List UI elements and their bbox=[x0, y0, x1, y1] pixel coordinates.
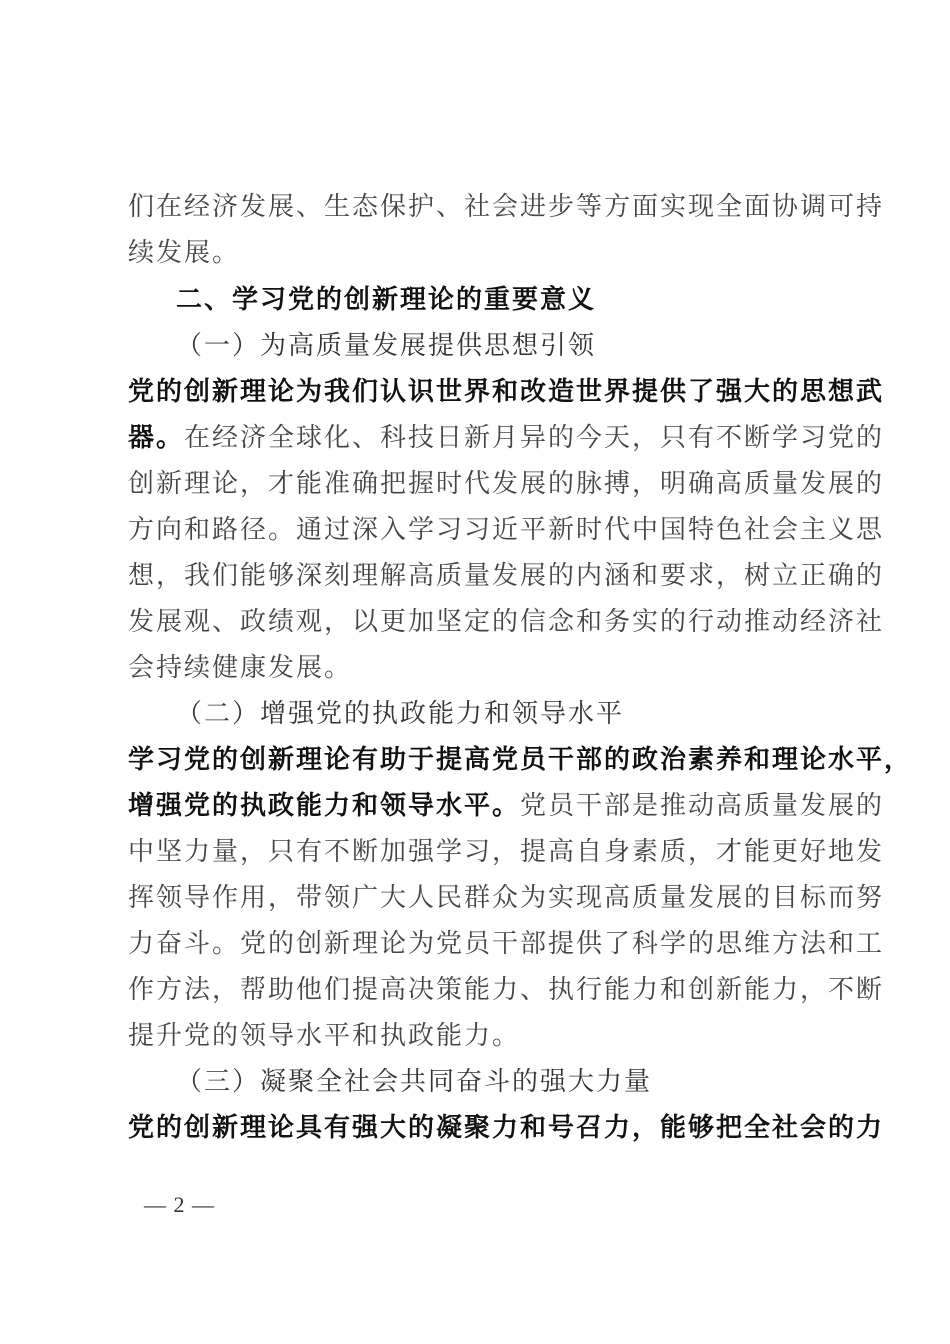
paragraph-lead-line: 党的创新理论具有强大的凝聚力和号召力，能够把全社会的力 bbox=[128, 1113, 885, 1143]
paragraph-line: 们在经济发展、生态保护、社会进步等方面实现全面协调可持 bbox=[128, 192, 885, 222]
paragraph-lead-end: 增强党的执政能力和领导水平。 bbox=[128, 791, 521, 821]
paragraph-lead-line: 学习党的创新理论有助于提高党员干部的政治素养和理论水平， bbox=[128, 745, 913, 775]
paragraph-line: 力奋斗。党的创新理论为党员干部提供了科学的思维方法和工 bbox=[128, 929, 885, 959]
paragraph-line bbox=[128, 423, 885, 453]
paragraph-line: 续发展。 bbox=[128, 238, 241, 268]
paragraph-text: 在经济全球化、科技日新月异的今天，只有不断学习党的 bbox=[184, 423, 885, 453]
page-number: — 2 — bbox=[144, 1192, 215, 1217]
paragraph-line: 创新理论，才能准确把握时代发展的脉搏，明确高质量发展的 bbox=[128, 469, 885, 499]
subsection-heading: （三）凝聚全社会共同奋斗的强大力量 bbox=[176, 1067, 653, 1097]
paragraph-line bbox=[128, 791, 885, 821]
section-heading: 二、学习党的创新理论的重要意义 bbox=[176, 285, 597, 315]
paragraph-line: 发展观、政绩观，以更加坚定的信念和务实的行动推动经济社 bbox=[128, 607, 885, 637]
subsection-heading: （一）为高质量发展提供思想引领 bbox=[176, 331, 597, 361]
paragraph-lead-line: 党的创新理论为我们认识世界和改造世界提供了强大的思想武 bbox=[128, 377, 885, 407]
paragraph-line: 方向和路径。通过深入学习习近平新时代中国特色社会主义思 bbox=[128, 515, 885, 545]
paragraph-line: 想，我们能够深刻理解高质量发展的内涵和要求，树立正确的 bbox=[128, 561, 885, 591]
paragraph-line: 会持续健康发展。 bbox=[128, 653, 353, 683]
paragraph-lead-end: 器。 bbox=[128, 423, 185, 453]
paragraph-text: 党员干部是推动高质量发展的 bbox=[520, 791, 885, 821]
paragraph-line: 挥领导作用，带领广大人民群众为实现高质量发展的目标而努 bbox=[128, 883, 885, 913]
subsection-heading: （二）增强党的执政能力和领导水平 bbox=[176, 699, 625, 729]
paragraph-line: 中坚力量，只有不断加强学习，提高自身素质，才能更好地发 bbox=[128, 837, 885, 867]
paragraph-line: 作方法，帮助他们提高决策能力、执行能力和创新能力，不断 bbox=[128, 975, 885, 1005]
paragraph-line: 提升党的领导水平和执政能力。 bbox=[128, 1021, 521, 1051]
